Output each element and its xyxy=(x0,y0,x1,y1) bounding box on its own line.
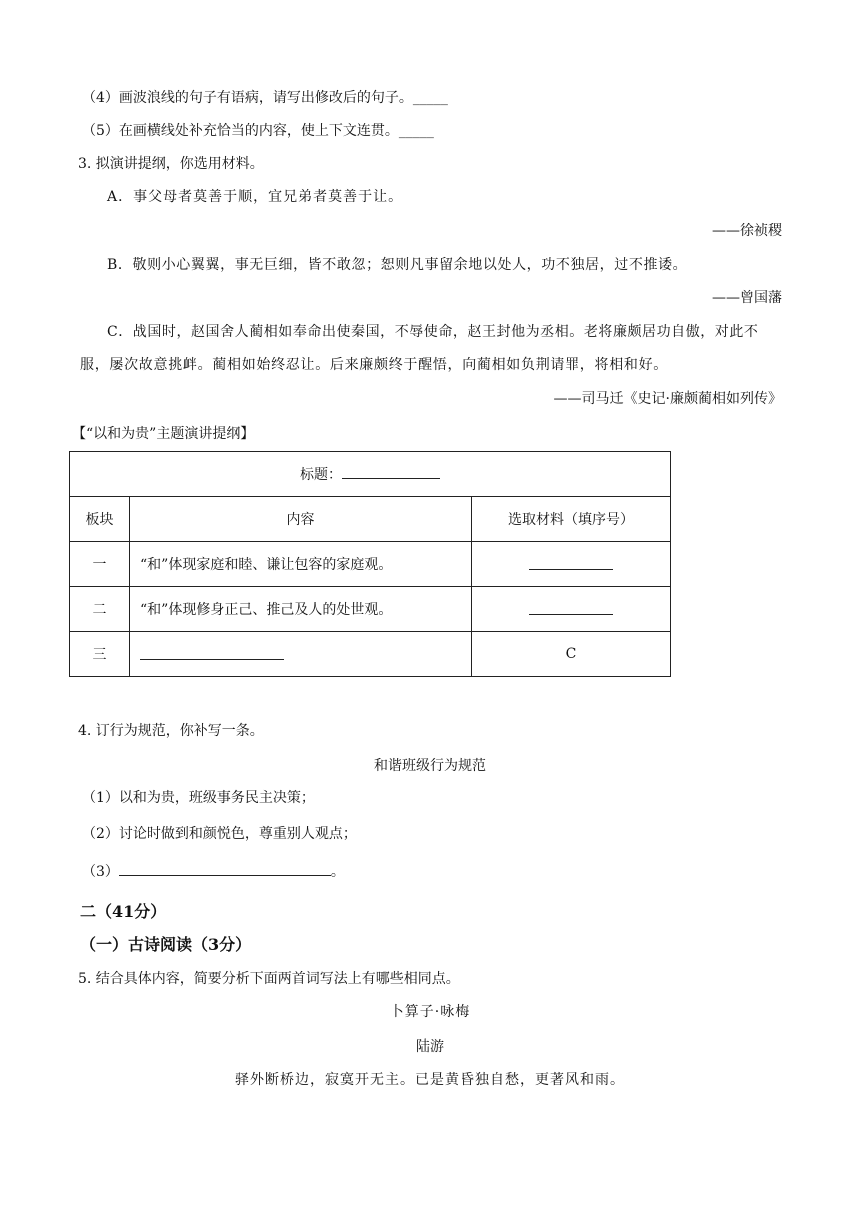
question-4-prompt: 4. 订行为规范，你补写一条。 xyxy=(78,723,264,739)
table-row xyxy=(70,587,671,632)
header-content: 内容 xyxy=(130,497,472,542)
row-2-content: “和”体现修身正己、推己及人的处世观。 xyxy=(130,587,472,632)
poem-line-1: 驿外断桥边，寂寞开无主。已是黄昏独自愁，更著风和雨。 xyxy=(235,1072,625,1088)
rule-1: （1）以和为贵，班级事务民主决策； xyxy=(82,790,315,806)
question-2-item-4: （4）画波浪线的句子有语病，请写出修改后的句子。_____ xyxy=(82,90,448,106)
poem-author: 陆游 xyxy=(416,1039,444,1055)
material-b-source: ——曾国藩 xyxy=(712,290,782,306)
row-3-section: 三 xyxy=(70,632,130,677)
header-section: 板块 xyxy=(70,497,130,542)
material-c-source: ——司马迁《史记·廉颇蔺相如列传》 xyxy=(553,391,782,407)
rule-3-suffix: 。 xyxy=(330,864,345,880)
rule-3 xyxy=(82,861,345,882)
row-1-material-blank[interactable] xyxy=(529,555,613,570)
speech-outline-table xyxy=(69,451,671,677)
row-3-material: C xyxy=(472,632,671,677)
material-a-source: ——徐祯稷 xyxy=(712,223,782,239)
table-header-row xyxy=(70,497,671,542)
table-title-cell xyxy=(70,452,671,497)
table-title-row xyxy=(70,452,671,497)
poem-title: 卜算子·咏梅 xyxy=(389,1004,471,1020)
table-row xyxy=(70,542,671,587)
row-3-content-blank[interactable] xyxy=(140,645,284,660)
row-2-material-blank[interactable] xyxy=(529,600,613,615)
question-3-prompt: 3. 拟演讲提纲，你选用材料。 xyxy=(78,156,264,172)
material-b: B．敬则小心翼翼，事无巨细，皆不敢忽；恕则凡事留余地以处人，功不独居，过不推诿。 xyxy=(107,257,688,273)
row-1-section: 一 xyxy=(70,542,130,587)
title-label: 标题： xyxy=(300,467,342,483)
material-c-line-2: 服，屡次故意挑衅。蔺相如始终忍让。后来廉颇终于醒悟，向蔺相如负荆请罪，将相和好。 xyxy=(80,357,668,373)
row-3-content xyxy=(130,632,472,677)
rule-3-blank[interactable] xyxy=(119,861,331,876)
row-2-section: 二 xyxy=(70,587,130,632)
title-blank[interactable] xyxy=(342,464,440,479)
outline-title: 【“以和为贵”主题演讲提纲】 xyxy=(72,426,255,442)
rules-title: 和谐班级行为规范 xyxy=(374,758,486,774)
material-a: A．事父母者莫善于顺，宜兄弟者莫善于让。 xyxy=(107,189,404,205)
rule-3-prefix: （3） xyxy=(82,864,119,880)
table-row xyxy=(70,632,671,677)
row-1-material xyxy=(472,542,671,587)
header-material: 选取材料（填序号） xyxy=(472,497,671,542)
row-2-material xyxy=(472,587,671,632)
section-2-heading: 二（41分） xyxy=(80,902,167,921)
row-1-content: “和”体现家庭和睦、谦让包容的家庭观。 xyxy=(130,542,472,587)
material-c-line-1: C．战国时，赵国舍人蔺相如奉命出使秦国，不辱使命，赵王封他为丞相。老将廉颇居功自傲，对此不 xyxy=(107,324,759,340)
rule-2: （2）讨论时做到和颜悦色，尊重别人观点； xyxy=(82,826,357,842)
section-2-subheading: （一）古诗阅读（3分） xyxy=(80,935,252,954)
question-2-item-5: （5）在画横线处补充恰当的内容，使上下文连贯。_____ xyxy=(82,123,434,139)
question-5-prompt: 5. 结合具体内容，简要分析下面两首词写法上有哪些相同点。 xyxy=(78,971,460,987)
